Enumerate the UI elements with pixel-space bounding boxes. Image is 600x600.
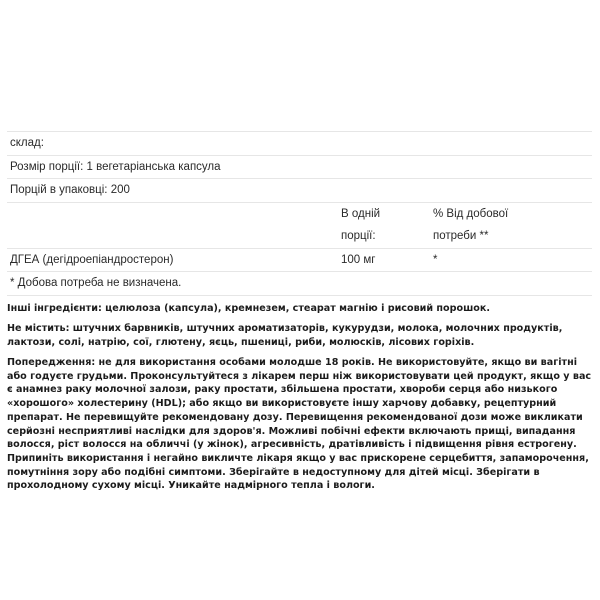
ingredient-daily-value: * [430, 248, 592, 272]
footnote: * Добова потреба не визначена. [7, 272, 592, 296]
header-name [7, 202, 338, 248]
header-dv-line2: потреби ** [433, 230, 489, 242]
header-amount [338, 202, 430, 248]
supplement-facts-table [7, 131, 592, 296]
ingredient-amount: 100 мг [338, 248, 430, 272]
composition-label: склад: [7, 132, 592, 156]
header-amount-line2: порції: [341, 230, 376, 242]
footnote-row [7, 272, 592, 296]
warning-text: Попередження: не для використання особами молодше 18 років. Не використовуйте, якщо ви вагітні або годуєте грудьми. Проконсультуйтеся з лікарем перш ніж використовувати цей продукт, якщо у вас є анамнез раку молочної залози, раку простати, збільшена простати, хвороби серця або низького «хорошого» холестерину (HDL); або якщо ви використовуєте іншу харчову добавку, рецептурний препарат. Не перевищуйте рекомендовану дозу. Перевищення рекомендованої дози може викликати серйозні несприятливі наслідки для здоров'я. Можливі побічні ефекти включають прищі, випадання волосся, ріст волосся на обличчі (у жінок), агресивність, дратівливість і підвищення рівня естрогену. Припиніть використання і негайно викличте лікаря якщо у вас прискорене серцебиття, запаморочення, помутніння зору або подібні симптоми. Зберігайте в недоступному для дітей місці. Зберігати в прохолодному сухому місці. Уникайте надмірного тепла і вологи. [7, 357, 592, 492]
serving-size: Розмір порції: 1 вегетаріанська капсула [7, 155, 592, 179]
table-row [7, 248, 592, 272]
header-amount-line1: В одній [341, 207, 381, 220]
table-header-row [7, 202, 592, 248]
servings-per-container-row [7, 179, 592, 203]
ingredient-name: ДГЕА (дегідроепіандростерон) [7, 248, 338, 272]
does-not-contain: Не містить: штучних барвників, штучних ароматизаторів, кукурудзи, молока, молочних продуктів, лактози, солі, натрію, сої, глютену, яєць, пшениці, риби, молюсків, лісових горіхів. [7, 323, 563, 348]
header-daily-value [430, 202, 592, 248]
header-dv-line1: % Від добової [433, 207, 509, 220]
serving-size-row [7, 155, 592, 179]
composition-row [7, 132, 592, 156]
other-ingredients: Інші інгредієнти: целюлоза (капсула), кремнезем, стеарат магнію і рисовий порошок. [7, 303, 491, 314]
servings-per-container: Порцій в упаковці: 200 [7, 179, 592, 203]
